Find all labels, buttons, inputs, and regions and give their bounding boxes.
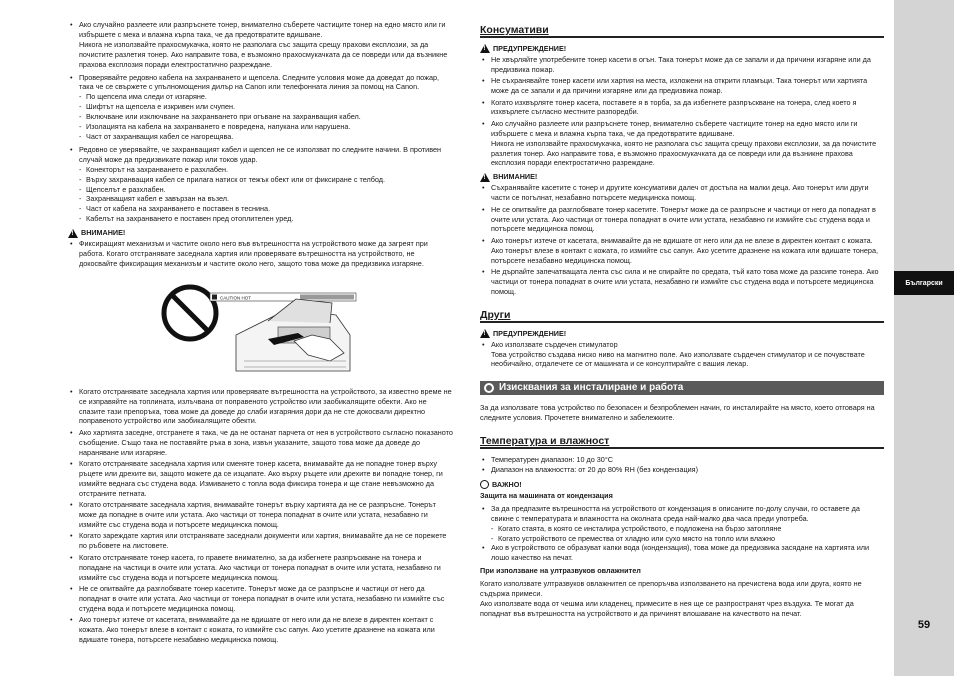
- list-item: • Ако използвате сърдечен стимулатор: [480, 340, 884, 350]
- sub-item: - Щепселът е разхлабен.: [68, 185, 454, 195]
- important-heading: ВАЖНО!: [480, 480, 884, 490]
- list-item: • Не хвърляйте употребените тонер касети в огън. Така тонерът може да се запали и да причини изгаряне или да предизвика пожар.: [480, 55, 884, 75]
- list-item: • Ако тонерът изтече от касетата, внимавайте да не вдишате от него или да не влезе в директен контакт с кожата. Ако тонерът влезе в контакт с кожата, го измийте със сапун. Ако усетите дразнене на кожата или вдишате тонера, потърсете незабавно медицинска помощ.: [480, 236, 884, 266]
- warning-triangle-icon: [68, 229, 78, 238]
- list-item: • Когато изхвърляте тонер касета, поставете я в торба, за да избегнете разпръскване на тонера, след което я изхвърлете съгласно местните разпоредби.: [480, 98, 884, 118]
- caution-heading: ! ВНИМАНИЕ!: [480, 172, 884, 182]
- sub-item: - По щепсела има следи от изгаряне.: [68, 92, 454, 102]
- list-item: • Когато отстранявате заседнала хартия или проверявате вътрешността на устройството, за известно време не се изправяйте на топлината, излъчвана от поправеното устройство или заобикалящите обекти. Ако не спазите тази препоръка, това може да доведе до слаби изгаряния дори да не сте докосвали директно поправеното устройство или заобикалящите обекти.: [68, 387, 454, 427]
- right-column: [480, 24, 884, 619]
- list-item: • За да предпазите вътрешността на устройството от кондензация в описаните по-долу случаи, го оставете да свикне с температурата и влажността на околната среда най-малко два часа преди употреба.: [480, 504, 884, 524]
- list-item: • Диапазон на влажността: от 20 до 80% RH (без кондензация): [480, 465, 884, 475]
- warning-heading: ! ПРЕДУПРЕЖДЕНИЕ!: [480, 44, 884, 54]
- list-item: • Ако тонерът изтече от касетата, внимавайте да не вдишате от него или да не влезе в директен контакт с кожата. Ако тонерът влезе в контакт с кожата, го измийте със сапун. Ако усетите дразнене на кожата или вдишате тонера, потърсете незабавно медицинска помощ.: [68, 615, 454, 645]
- list-item: • Когато зареждате хартия или отстранявате заседнали документи или хартия, внимавайте да не се порежете по ръбовете на листовете.: [68, 531, 454, 551]
- sub-item: - Кабелът на захранването е поставен пред отоплителен уред.: [68, 214, 454, 224]
- paragraph: Когато използвате ултразвуков овлажнител се препоръчва използването на пречистена вода или друга, която не съдържа примеси.: [480, 579, 862, 599]
- list-item: • Когато отстранявате заседнала хартия или сменяте тонер касета, внимавайте да не попадне тонер върху ръцете или дрехите ви, защото можете да се изцапате. Ако върху ръцете или дрехите ви попадне тонер, ги измийте веднага със студена вода. Измиването с топла вода фиксира тонера и ще стане невъзможно да отстраните петната.: [68, 459, 454, 499]
- subheading: При използване на ултразвуков овлажнител: [480, 566, 641, 576]
- list-item: • Ако случайно разлеете или разпръснете тонер, внимателно съберете частиците тонер на едно място или ги избършете с мека и влажна кърпа така, че да предотвратите вдишване. Никога не използвайте прахосмукачка, която не разполага със защита срещу прахови експлозии, за да почистите разлетия тонер. Ако направите това, е възможно прахосмукачката да се повреди или да възникне прахова експлозия поради електростатично разреждане.: [68, 20, 454, 70]
- sub-item: - Включване или изключване на захранването при огъване на захранващия кабел.: [68, 112, 454, 122]
- list-item: • Ако в устройството се образуват капки вода (кондензация), това може да предизвика засядане на хартията или лошо качество на печат.: [480, 543, 884, 563]
- list-item: • Ако хартията заседне, отстранете я така, че да не останат парчета от нея в устройството съгласно показаното съобщение. Също така не поставяйте ръка в зона, извън указаните, защото това може да доведе до нараняване или изгаряне.: [68, 428, 454, 458]
- requirements-banner: Изисквания за инсталиране и работа: [480, 381, 884, 395]
- list-item: • Температурен диапазон: 10 до 30°C: [480, 455, 884, 465]
- list-item: • Редовно се уверявайте, че захранващият кабел и щепсел не се използват по следните начини. В противен случай може да предизвикате пожар или токов удар.: [68, 145, 454, 165]
- list-item: • Съхранявайте касетите с тонер и другите консумативи далеч от достъпа на малки деца. Ако тонерът или други части се погълнат, незабавно потърсете медицинска помощ.: [480, 183, 884, 203]
- section-title-consumables: Консумативи: [480, 24, 884, 38]
- sub-item: - Конекторът на захранването е разхлабен.: [68, 165, 454, 175]
- caution-text: • Фиксиращият механизъм и частите около него във вътрешността на устройството може да загреят при работа. Когато отстранявате заседнала хартия или проверявате вътрешността на устройството, не докосвайте фиксиращия механизъм и частите около него, защото това може да предизвика изгаряне.: [68, 239, 454, 269]
- warning-triangle-icon: [480, 44, 490, 53]
- warning-heading: ! ПРЕДУПРЕЖДЕНИЕ!: [480, 329, 884, 339]
- list-item: • Не се опитвайте да разглобявате тонер касетите. Тонерът може да се разпръсне и частици от него да попаднат в очите или устата. Ако частици от тонера попаднат в очите или устата, незабавно ги измийте със студена вода и потърсете медицинска помощ.: [68, 584, 454, 614]
- item-description: Това устройство създава ниско ниво на магнитно поле. Ако използвате сърдечен стимулатор и се почувствате необичайно, отдалечете се от машината и се консултирайте с вашия лекар.: [491, 349, 865, 369]
- page-number: 59: [917, 619, 931, 631]
- hot-warning-label: CAUTION HOT: [220, 295, 251, 301]
- sub-item: - Захранващият кабел е завързан на възел.: [68, 194, 454, 204]
- hot-fixing-unit-figure: [68, 275, 454, 381]
- sub-item: - Изолацията на кабела на захранването е повредена, напукана или нарушена.: [68, 122, 454, 132]
- requirements-intro: За да използвате това устройство по безопасен и безпроблемен начин, го инсталирайте на място, което отговаря на следните условия. Прочетете внимателно и забележките.: [480, 403, 875, 423]
- paragraph: Ако използвате вода от чешма или кладенец, примесите в нея ще се разпространят чрез въздуха. Те могат да попаднат във вътрешността на устройството и да причинят влошаване на качеството на печат.: [480, 598, 854, 618]
- sub-item: - Когато устройството се премества от хладно или сухо място на топло или влажно: [480, 534, 884, 544]
- warning-triangle-icon: [480, 173, 490, 182]
- list-item: • Не се опитвайте да разглобявате тонер касетите. Тонерът може да се разпръсне и частици от него да попаднат в очите или устата. Ако частици от тонера попаднат в очите или устата, незабавно ги измийте със студена вода и потърсете медицинска помощ.: [480, 205, 884, 235]
- important-icon: [480, 480, 489, 489]
- sub-item: - Върху захранващия кабел се прилага натиск от тежък обект или от фиксиране с телбод.: [68, 175, 454, 185]
- sub-item: - Когато стаята, в която се инсталира устройството, е подложена на бързо затопляне: [480, 524, 884, 534]
- subheading: Защита на машината от кондензация: [480, 490, 613, 500]
- list-item: • Когато отстранявате заседнала хартия, внимавайте тонерът върху хартията да не се разпръсне. Тонерът може да попадне в очите или устата. Ако частици от тонера попаднат в очите или устата, незабавно ги измийте със студена вода и потърсете медицинска помощ.: [68, 500, 454, 530]
- list-item: • Когато отстранявате тонер касета, го правете внимателно, за да избегнете разпръскване на тонера и попадане на частици в очите или устата. Ако частици от тонера попаднат в очите или устата, незабавно ги измийте със студена вода и потърсете медицинска помощ.: [68, 553, 454, 583]
- list-item: • Проверявайте редовно кабела на захранването и щепсела. Следните условия може да доведат до пожар, така че се свържете с упълномощения дилър на Canon или телефонната линия за помощ на Canon.: [68, 73, 454, 93]
- sub-item: - Част от кабела на захранването е поставен в теснина.: [68, 204, 454, 214]
- settings-icon: [484, 383, 494, 393]
- list-item: • Не съхранявайте тонер касети или хартия на места, изложени на открити пламъци. Така тонерът или хартията може да се запали и да причини изгаряне или да предизвика пожар.: [480, 76, 884, 96]
- warning-triangle-icon: [480, 329, 490, 338]
- section-title-others: Други: [480, 309, 884, 323]
- list-item: • Ако случайно разлеете или разпръснете тонер, внимателно съберете частиците тонер на едно място или ги избършете с мека и влажна кърпа така, че да предотвратите вдишване. Никога не използвайте прахосмукачка, която не разполага със защита срещу прахови експлозии, за да почистите разлетия тонер. Ако направите това, е възможно прахосмукачката да се повреди или да възникне прахова експлозия поради електростатично разреждане.: [480, 119, 884, 169]
- list-item: • Не дърпайте запечатващата лента със сила и не спирайте по средата, тъй като това може да разсипе тонера. Ако частици от тонера попаднат в очите или устата, незабавно ги измийте със студена вода и потърсете медицинска помощ.: [480, 267, 884, 297]
- section-title-temperature: Температура и влажност: [480, 435, 884, 449]
- language-tab[interactable]: Български: [894, 271, 954, 295]
- prohibition-illustration: [68, 275, 454, 381]
- left-column: [68, 20, 454, 646]
- side-margin: [894, 0, 954, 676]
- caution-heading: ! ВНИМАНИЕ!: [68, 228, 454, 238]
- sub-item: - Шифтът на щепсела е изкривен или счупен.: [68, 102, 454, 112]
- sub-item: - Част от захранващия кабел се нагорещява.: [68, 132, 454, 142]
